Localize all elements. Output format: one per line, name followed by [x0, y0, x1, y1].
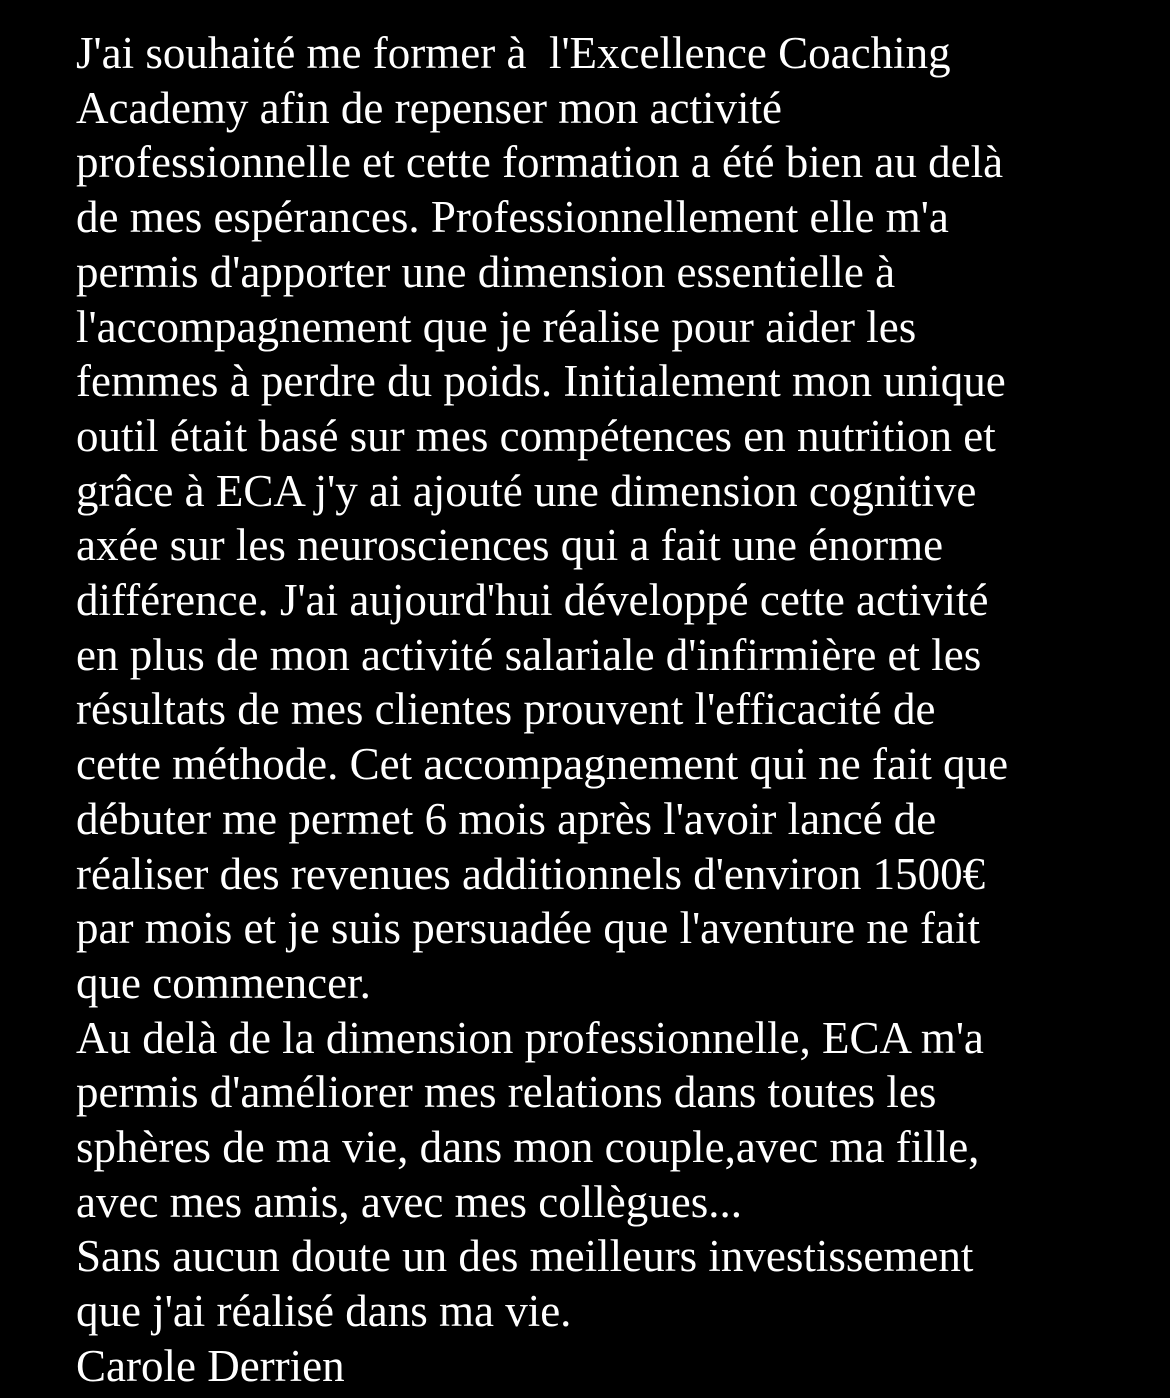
testimonial-line: axée sur les neurosciences qui a fait une énorme	[76, 520, 944, 571]
testimonial-line: en plus de mon activité salariale d'infirmière et les	[76, 629, 982, 680]
testimonial-line: Sans aucun doute un des meilleurs investissement	[76, 1231, 974, 1282]
testimonial-line: que commencer.	[76, 957, 371, 1008]
testimonial-line: professionnelle et cette formation a été bien au delà	[76, 137, 1004, 188]
testimonial-line: de mes espérances. Professionnellement elle m'a	[76, 192, 949, 243]
testimonial-line: outil était basé sur mes compétences en nutrition et	[76, 410, 996, 461]
testimonial-line: par mois et je suis persuadée que l'aventure ne fait	[76, 903, 981, 954]
testimonial-line: grâce à ECA j'y ai ajouté une dimension cognitive	[76, 465, 977, 516]
testimonial-line: permis d'apporter une dimension essentielle à	[76, 246, 896, 297]
testimonial-line: femmes à perdre du poids. Initialement mon unique	[76, 356, 1006, 407]
testimonial-line: débuter me permet 6 mois après l'avoir lancé de	[76, 793, 937, 844]
testimonial-line: avec mes amis, avec mes collègues...	[76, 1176, 742, 1227]
testimonial-line: Academy afin de repenser mon activité	[76, 82, 782, 133]
testimonial-line: réaliser des revenues additionnels d'environ 1500€	[76, 848, 986, 899]
testimonial-line: que j'ai réalisé dans ma vie.	[76, 1286, 572, 1337]
author-name: Carole Derrien	[76, 1340, 345, 1391]
testimonial-line: permis d'améliorer mes relations dans toutes les	[76, 1067, 937, 1118]
testimonial-line: résultats de mes clientes prouvent l'efficacité de	[76, 684, 936, 735]
testimonial-line: Au delà de la dimension professionnelle, ECA m'a	[76, 1012, 984, 1063]
testimonial-text	[76, 26, 1156, 1394]
testimonial-line: sphères de ma vie, dans mon couple,avec ma fille,	[76, 1122, 980, 1173]
testimonial-line: l'accompagnement que je réalise pour aider les	[76, 301, 917, 352]
testimonial-line: différence. J'ai aujourd'hui développé cette activité	[76, 575, 989, 626]
testimonial-line: J'ai souhaité me former à l'Excellence Coaching	[76, 28, 951, 78]
testimonial-line: cette méthode. Cet accompagnement qui ne fait que	[76, 739, 1009, 790]
